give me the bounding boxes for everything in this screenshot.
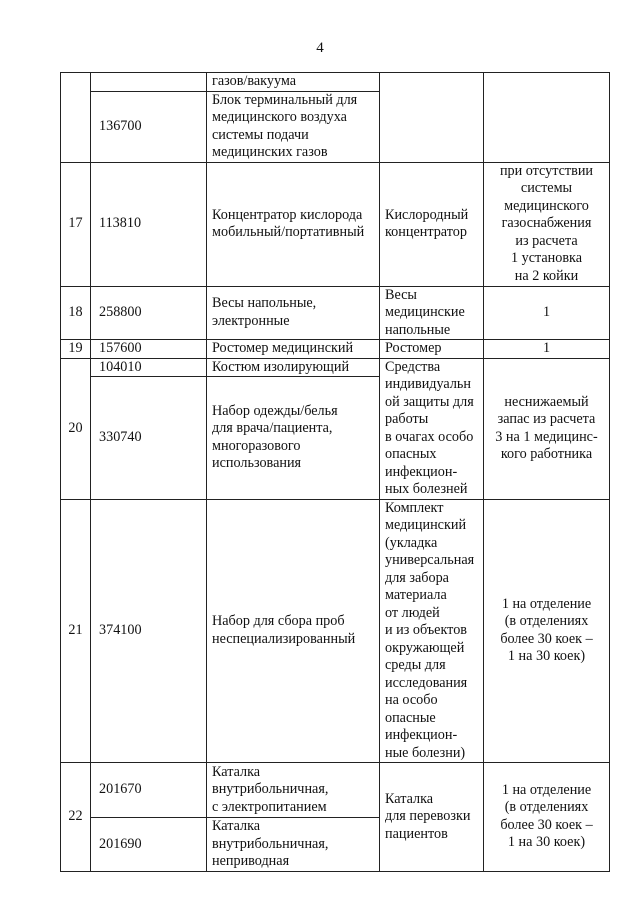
- name-cell: Концентратор кислорода мобильный/портативный: [207, 162, 380, 286]
- code-cell: 113810: [91, 162, 207, 286]
- quantity-cell: 1: [484, 340, 610, 359]
- row-number-cell: 22: [61, 763, 91, 872]
- type-cell: Средства индивидуальн ой защиты для работы в очагах особо опасных инфекцион- ных болезней: [380, 358, 484, 499]
- code-cell: 104010: [91, 358, 207, 377]
- table-row: [61, 73, 610, 92]
- code-cell: 157600: [91, 340, 207, 359]
- name-cell: Костюм изолирующий: [207, 358, 380, 377]
- row-number-cell: 18: [61, 286, 91, 340]
- quantity-cell: [484, 73, 610, 163]
- name-cell: Каталка внутрибольничная, неприводная: [207, 818, 380, 872]
- table-row: [61, 340, 610, 359]
- type-cell: Весы медицинские напольные: [380, 286, 484, 340]
- row-number-cell: 19: [61, 340, 91, 359]
- code-cell: 374100: [91, 499, 207, 763]
- code-cell: 136700: [91, 91, 207, 162]
- name-cell: Блок терминальный для медицинского воздуха системы подачи медицинских газов: [207, 91, 380, 162]
- name-cell: Набор для сбора проб неспециализированный: [207, 499, 380, 763]
- code-cell: 201670: [91, 763, 207, 818]
- code-cell: [91, 73, 207, 92]
- row-number-cell: 20: [61, 358, 91, 499]
- quantity-cell: 1 на отделение (в отделениях более 30 коек – 1 на 30 коек): [484, 763, 610, 872]
- type-cell: Комплект медицинский (укладка универсальная для забора материала от людей и из объектов окружающей среды для исследования на особо опасные инфекцион- ные болезни): [380, 499, 484, 763]
- code-cell: 201690: [91, 818, 207, 872]
- name-cell: газов/вакуума: [207, 73, 380, 92]
- row-number-cell: 21: [61, 499, 91, 763]
- quantity-cell: при отсутствии системы медицинского газоснабжения из расчета 1 установка на 2 койки: [484, 162, 610, 286]
- quantity-cell: 1: [484, 286, 610, 340]
- type-cell: Каталка для перевозки пациентов: [380, 763, 484, 872]
- name-cell: Весы напольные, электронные: [207, 286, 380, 340]
- table-row: [61, 763, 610, 818]
- table-row: [61, 286, 610, 340]
- quantity-cell: неснижаемый запас из расчета 3 на 1 медицинс- кого работника: [484, 358, 610, 499]
- name-cell: Каталка внутрибольничная, с электропитанием: [207, 763, 380, 818]
- row-number-cell: [61, 73, 91, 163]
- table-row: [61, 358, 610, 377]
- name-cell: Набор одежды/белья для врача/пациента, многоразового использования: [207, 377, 380, 499]
- code-cell: 258800: [91, 286, 207, 340]
- code-cell: 330740: [91, 377, 207, 499]
- row-number-cell: 17: [61, 162, 91, 286]
- type-cell: [380, 73, 484, 163]
- quantity-cell: 1 на отделение (в отделениях более 30 коек – 1 на 30 коек): [484, 499, 610, 763]
- table-row: [61, 499, 610, 763]
- table-row: [61, 162, 610, 286]
- type-cell: Ростомер: [380, 340, 484, 359]
- type-cell: Кислородный концентратор: [380, 162, 484, 286]
- page-number: 4: [316, 40, 324, 56]
- equipment-table: [60, 72, 610, 872]
- name-cell: Ростомер медицинский: [207, 340, 380, 359]
